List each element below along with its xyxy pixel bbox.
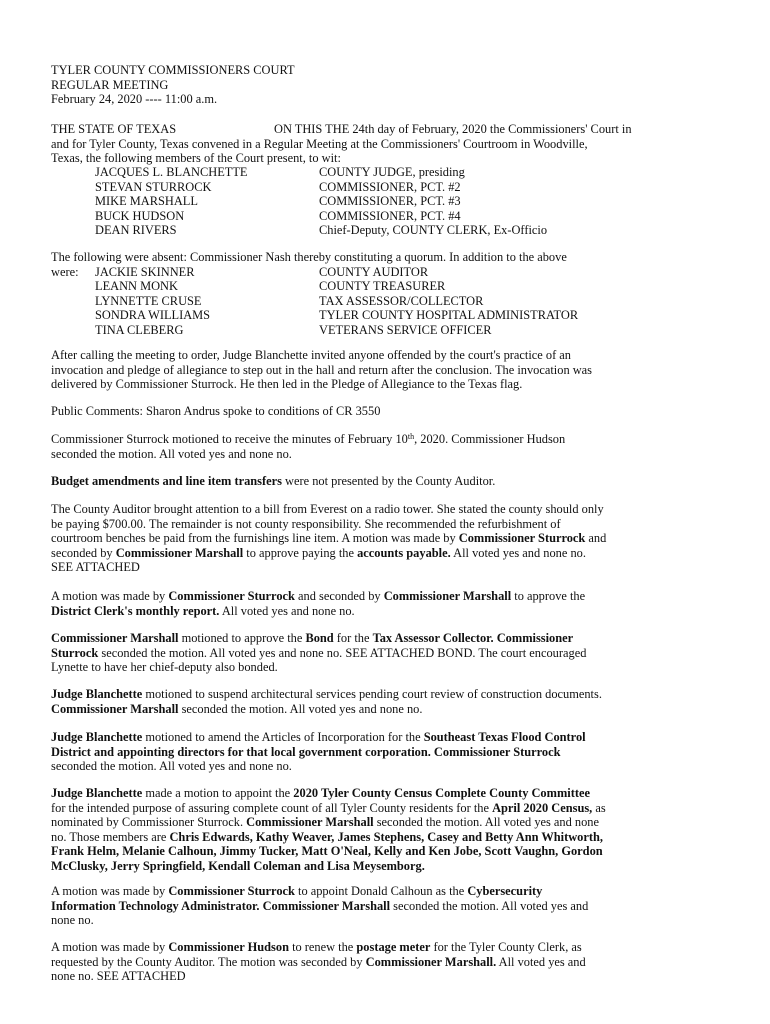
bold-run: Commissioner Marshall (115, 545, 244, 560)
text-run: motioned to suspend architectural services pending court review of construction documents. (142, 687, 602, 701)
paragraph-line: be paying $700.00. The remainder is not county responsibility. She recommended the refurbishment of (51, 516, 561, 531)
paragraph-line (51, 815, 727, 830)
text-run: All voted yes and none no. (219, 603, 355, 618)
public-comments-paragraph (51, 404, 727, 419)
paragraph-line: Lynette to have her chief-deputy also bonded. (51, 660, 278, 675)
paragraph-line (51, 884, 727, 899)
paragraph-line: SEE ATTACHED (51, 560, 140, 575)
member-title: COUNTY JUDGE, presiding (319, 165, 465, 179)
invocation-paragraph (51, 348, 727, 392)
bold-run: Southeast Texas Flood Control (423, 730, 586, 744)
other-attendees-list (95, 265, 715, 338)
bold-run: Commissioner Hudson (168, 940, 289, 954)
text-run: no. Those members are (51, 829, 170, 844)
text-run: All voted yes and none no. (450, 545, 586, 560)
census-paragraph (51, 786, 727, 874)
roster-row (95, 294, 715, 309)
text-run: courtroom benches be paid from the furnishings line item. A motion was made by (51, 531, 459, 546)
paragraph-line (51, 940, 727, 955)
roster-row (95, 165, 715, 180)
roster-row (95, 279, 715, 294)
meeting-date-time: February 24, 2020 ---- 11:00 a.m. (51, 92, 218, 107)
text-run: made a motion to appoint the (142, 786, 294, 800)
paragraph-line: seconded the motion. All voted yes and none no. (51, 446, 292, 461)
bold-run: April 2020 Census, (492, 800, 593, 815)
bold-run: Commissioner Sturrock (458, 531, 586, 546)
bold-run: Tax Assessor Collector. Commissioner (372, 631, 574, 645)
paragraph-line (51, 702, 727, 717)
paragraph-line: none no. (51, 913, 94, 928)
present-members-list (95, 165, 715, 238)
were-label: were: (51, 264, 79, 279)
text-run: seconded the motion. All voted yes and none no. (178, 701, 423, 716)
paragraph-line (51, 546, 727, 561)
text-run: to approve paying the (243, 545, 358, 560)
budget-paragraph (51, 474, 727, 489)
bold-run: Commissioner Sturrock (168, 884, 295, 898)
bold-run: Bond (305, 631, 334, 645)
bold-run: Budget amendments and line item transfers (51, 474, 282, 488)
attendee-title: COUNTY TREASURER (319, 279, 446, 294)
text-run: A motion was made by (51, 589, 169, 603)
superscript: th (407, 432, 415, 441)
bold-run: Cybersecurity (467, 884, 543, 898)
text-run: seconded the motion. All voted yes and (390, 898, 589, 913)
text-run: A motion was made by (51, 884, 169, 898)
attendee-title: TYLER COUNTY HOSPITAL ADMINISTRATOR (319, 308, 579, 323)
state-heading: THE STATE OF TEXAS (51, 122, 177, 136)
bold-run: Commissioner Sturrock (168, 589, 295, 603)
paragraph-line (51, 646, 727, 661)
member-name: BUCK HUDSON (95, 208, 185, 223)
bold-run: Judge Blanchette (51, 730, 143, 744)
paragraph-line (51, 801, 727, 816)
text-run: for the Tyler County Clerk, as (430, 940, 582, 954)
bold-run: McClusky, Jerry Springfield, Kendall Coleman and Lisa Meysemborg. (51, 858, 425, 873)
paragraph-line (51, 631, 727, 646)
paragraph-line (51, 531, 727, 546)
paragraph-line (51, 604, 727, 619)
paragraph-line (51, 844, 727, 859)
member-name: MIKE MARSHALL (95, 194, 198, 209)
roster-row (95, 180, 715, 195)
paragraph-line (51, 687, 727, 702)
text-run: for the (333, 631, 373, 645)
bold-run: District Clerk's monthly report. (51, 603, 220, 618)
member-title: Chief-Deputy, COUNTY CLERK, Ex-Officio (319, 223, 548, 238)
cybersecurity-paragraph (51, 884, 727, 928)
bold-run: Information Technology Administrator. (51, 898, 260, 913)
text-run: to appoint Donald Calhoun as the (294, 884, 468, 898)
paragraph-line: Public Comments: Sharon Andrus spoke to conditions of CR 3550 (51, 404, 381, 418)
paragraph-line (51, 745, 727, 760)
paragraph-line: After calling the meeting to order, Judge Blanchette invited anyone offended by the court's practice of an (51, 348, 572, 362)
text-run: to renew the (288, 940, 357, 954)
bond-paragraph (51, 631, 727, 675)
text-run: nominated by Commissioner Sturrock. (51, 815, 247, 830)
attendee-title: VETERANS SERVICE OFFICER (319, 322, 492, 337)
text-run: for the intended purpose of assuring complete count of all Tyler County residents for the (51, 800, 493, 815)
bold-run: Sturrock (51, 645, 99, 660)
paragraph-line (51, 786, 727, 801)
roster-row (95, 223, 715, 238)
minutes-paragraph (51, 432, 727, 461)
attendee-name: SONDRA WILLIAMS (95, 308, 211, 323)
accounts-payable-paragraph (51, 502, 727, 575)
member-title: COMMISSIONER, PCT. #4 (319, 208, 461, 223)
bold-run: Commissioner Marshall (246, 815, 374, 830)
roster-row (95, 194, 715, 209)
paragraph-line (51, 830, 727, 845)
text-run: seconded the motion. All voted yes and none no. SEE ATTACHED BOND. The court encouraged (98, 645, 587, 660)
opening-paragraph (51, 122, 727, 166)
bold-run: Commissioner Marshall (383, 589, 512, 603)
paragraph-line: delivered by Commissioner Sturrock. He then led in the Pledge of Allegiance to the Texas flag. (51, 377, 523, 392)
text-run: motioned to approve the (178, 631, 306, 645)
member-name: DEAN RIVERS (95, 223, 177, 238)
attendee-name: JACKIE SKINNER (95, 264, 195, 279)
paragraph-line (51, 955, 727, 970)
paragraph-line (51, 589, 727, 604)
text-run: seconded by (51, 545, 116, 560)
attendee-name: LYNNETTE CRUSE (95, 293, 202, 308)
text-run: Commissioner Sturrock motioned to receive the minutes of February 10 (51, 432, 408, 446)
text-run: as (592, 800, 606, 815)
paragraph-line: none no. SEE ATTACHED (51, 969, 186, 984)
text-run: to approve the (511, 589, 586, 603)
bold-run: Commissioner Marshall (51, 701, 179, 716)
member-name: STEVAN STURROCK (95, 179, 212, 194)
paragraph-line (51, 474, 727, 489)
bold-run: accounts payable. (357, 545, 451, 560)
text-run: requested by the County Auditor. The motion was seconded by (51, 954, 366, 969)
court-name: TYLER COUNTY COMMISSIONERS COURT (51, 63, 295, 77)
bold-run: postage meter (356, 940, 431, 954)
opening-line-3: Texas, the following members of the Court present, to wit: (51, 151, 341, 166)
architecture-paragraph (51, 687, 727, 716)
attendee-title: TAX ASSESSOR/COLLECTOR (319, 293, 484, 308)
paragraph-line (51, 899, 727, 914)
absent-line: The following were absent: Commissioner Nash thereby constituting a quorum. In addition to the above (51, 250, 567, 264)
meeting-type: REGULAR MEETING (51, 77, 169, 92)
text-run: , 2020. Commissioner Hudson (414, 432, 566, 446)
flood-control-paragraph (51, 730, 727, 774)
text-run: A motion was made by (51, 940, 169, 954)
document-header (51, 63, 727, 107)
bold-run: Commissioner Marshall (262, 898, 391, 913)
bold-run: Judge Blanchette (51, 786, 143, 800)
text-run: motioned to amend the Articles of Incorporation for the (142, 730, 424, 744)
bold-run: Judge Blanchette (51, 687, 143, 701)
paragraph-line (51, 432, 727, 447)
text-run: seconded the motion. All voted yes and none (373, 815, 600, 830)
roster-row (95, 265, 715, 280)
bold-run: Frank Helm, Melanie Calhoun, Jimmy Tucker, Matt O'Neal, Kelly and Ken Jobe, Scott Vaughn, Gordon (51, 844, 603, 859)
paragraph-line: The County Auditor brought attention to a bill from Everest on a radio tower. She stated the county should only (51, 502, 604, 516)
paragraph-line (51, 730, 727, 745)
paragraph-line: seconded the motion. All voted yes and none no. (51, 759, 292, 774)
member-title: COMMISSIONER, PCT. #2 (319, 179, 461, 194)
attendee-name: TINA CLEBERG (95, 322, 184, 337)
bold-run: Commissioner Marshall. (365, 954, 497, 969)
bold-run: Chris Edwards, Kathy Weaver, James Stephens, Casey and Betty Ann Whitworth, (169, 829, 603, 844)
roster-row (95, 323, 715, 338)
district-clerk-paragraph (51, 589, 727, 618)
attendee-name: LEANN MONK (95, 279, 178, 294)
attendee-title: COUNTY AUDITOR (319, 264, 429, 279)
roster-row (95, 308, 715, 323)
opening-line-2: and for Tyler County, Texas convened in a Regular Meeting at the Commissioners' Courtroom in Woodville, (51, 136, 588, 151)
opening-line-1: ON THIS THE 24th day of February, 2020 the Commissioners' Court in (274, 122, 632, 136)
bold-run: District and appointing directors for that local government corporation. Commissioner Sturrock (51, 744, 561, 759)
paragraph-line (51, 859, 727, 874)
text-run: were not presented by the County Auditor. (281, 474, 496, 488)
bold-run: 2020 Tyler County Census Complete County Committee (293, 786, 590, 800)
text-run: and (585, 531, 607, 546)
member-title: COMMISSIONER, PCT. #3 (319, 194, 461, 209)
roster-row (95, 209, 715, 224)
text-run: All voted yes and (496, 954, 586, 969)
member-name: JACQUES L. BLANCHETTE (95, 165, 248, 179)
postage-meter-paragraph (51, 940, 727, 984)
paragraph-line: invocation and pledge of allegiance to step out in the hall and return after the conclusion. The invocation was (51, 362, 593, 377)
bold-run: Commissioner Marshall (51, 631, 179, 645)
text-run: and seconded by (294, 589, 384, 603)
